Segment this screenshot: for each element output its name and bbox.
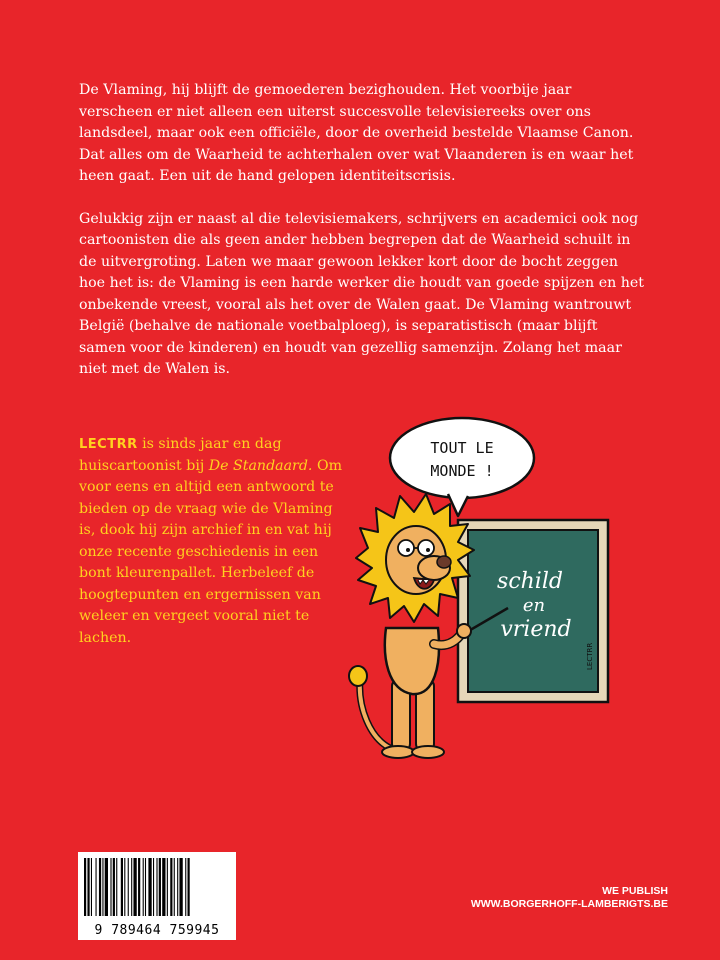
barcode-bar	[167, 858, 168, 916]
barcode-bar	[156, 858, 157, 916]
barcode-bar	[102, 858, 103, 916]
barcode-bar	[116, 858, 117, 916]
barcode-bar	[105, 858, 108, 916]
barcode-bar	[177, 858, 178, 916]
board-line-2: en	[522, 595, 546, 616]
barcode-bar	[153, 858, 154, 916]
barcode-bar	[162, 858, 165, 916]
bio-text-2: Om voor eens en altijd een antwoord te bieden op de vraag wie de Vlaming is, dook hij zijn archief in en vat hij onze recente geschiedenis in een bont kleurenpallet. Herbeleef de hoogtepunten en ergernissen van weleer en vergeet vooral niet te lachen.	[79, 457, 343, 646]
publisher-website: WWW.BORGERHOFF-LAMBERIGTS.BE	[470, 898, 668, 910]
isbn-barcode	[78, 852, 236, 940]
barcode-bar	[121, 858, 123, 916]
barcode-bar	[124, 858, 125, 916]
barcode-bar	[128, 858, 129, 916]
board-line-1: schild	[497, 569, 563, 594]
artist-signature: LECTRR	[586, 642, 594, 670]
barcode-bar	[96, 858, 97, 916]
intro-paragraph-1: De Vlaming, hij blijft de gemoederen bezighouden. Het voorbije jaar verscheen er niet alleen een uiterst succesvolle televisiereeks over ons landsdeel, maar ook een officiële, door de overheid bestelde Vlaamse Canon. Dat alles om de Waarheid te achterhalen over wat Vlaanderen is en waar het heen gaat. Een uit de hand gelopen identiteitscrisis.	[79, 82, 634, 184]
author-brand-name: LECTRR	[79, 437, 138, 452]
isbn-digits: 9 789464 759945	[94, 923, 220, 938]
barcode-bar	[91, 858, 92, 916]
barcode-bar	[174, 858, 175, 916]
barcode-bar	[143, 858, 144, 916]
barcode-bar	[170, 858, 172, 916]
barcode-bar	[188, 858, 190, 916]
intro-text	[79, 80, 645, 402]
author-bio	[79, 434, 349, 649]
board-line-3: vriend	[500, 617, 572, 642]
lion-teacher-cartoon	[330, 408, 610, 768]
barcode-bar	[138, 858, 140, 916]
bio-text-1: is sinds jaar en dag huiscartoonist bij	[79, 436, 282, 474]
barcode-bar	[179, 858, 182, 916]
barcode-bar	[131, 858, 132, 916]
publisher-tagline: WE PUBLISH	[602, 885, 668, 897]
publisher-block	[471, 885, 668, 911]
barcode-bar	[87, 858, 89, 916]
barcode-bars	[82, 858, 232, 916]
barcode-bar	[133, 858, 136, 916]
barcode-bar	[148, 858, 151, 916]
speech-line-2: MONDE !	[430, 462, 494, 480]
barcode-bar	[185, 858, 186, 916]
barcode-bar	[84, 858, 86, 916]
barcode-bar	[113, 858, 115, 916]
barcode-bar	[145, 858, 146, 916]
newspaper-name: De Standaard.	[208, 457, 313, 474]
barcode-bar	[159, 858, 161, 916]
barcode-bar	[110, 858, 111, 916]
speech-bubble	[390, 418, 534, 516]
intro-paragraph-2: Gelukkig zijn er naast al die televisiemakers, schrijvers en academici ook nog cartoonisten die als geen ander hebben begrepen dat de Waarheid schuilt in de uitvergroting. Laten we maar gewoon lekker kort door de bocht zeggen hoe het is: de Vlaming is een harde werker die houdt van goede spijzen en het onbekende vreest, vooral als het over de Walen gaat. De Vlaming wantrouwt België (behalve de nationale voetbalploeg), is separatistisch (maar blijft samen voor de kinderen) en houdt van gezellig samenzijn. Zolang het maar niet met de Walen is.	[79, 210, 644, 377]
chalkboard	[458, 520, 608, 702]
barcode-bar	[99, 858, 101, 916]
speech-line-1: TOUT LE	[430, 439, 494, 457]
